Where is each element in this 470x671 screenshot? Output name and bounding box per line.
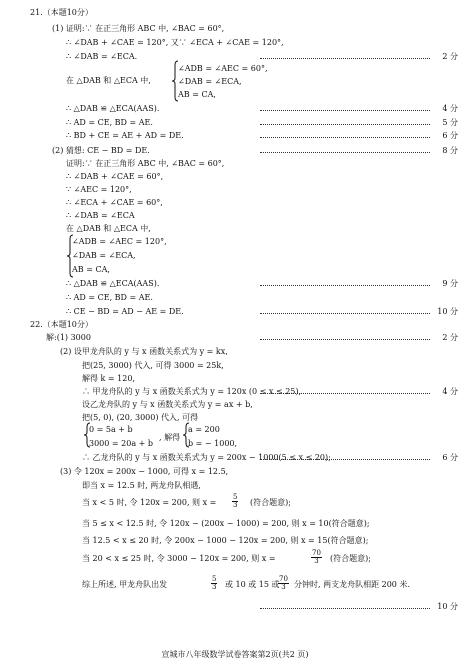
- text-line: ∴ 甲龙舟队的 y 与 x 函数关系式为 y = 120x (0 ≤ x ≤ 25),: [82, 387, 302, 396]
- text-line: (2) 设甲龙舟队的 y 与 x 函数关系式为 y = kx,: [60, 347, 228, 356]
- score-mark: 6 分: [442, 131, 458, 140]
- fraction: [232, 494, 238, 509]
- text-line: ∴ CE − BD = AD − AE = DE.: [66, 307, 184, 316]
- text-line: ∴ △DAB ≌ △ECA(AAS).: [66, 104, 160, 113]
- text-line: 即当 x = 12.5 时, 两龙舟队相遇,: [82, 481, 201, 490]
- dot-leader: [260, 285, 430, 286]
- text-line: a = 200: [188, 425, 220, 434]
- brace-icon: [83, 422, 91, 448]
- brace-icon: [182, 422, 190, 448]
- text-line: , 解得: [159, 433, 181, 442]
- text-line: 3000 = 20a + b: [89, 439, 154, 448]
- text-line: (1) 证明:∵ 在正三角形 ABC 中, ∠BAC = 60°,: [52, 24, 225, 33]
- fraction-numerator: 70: [279, 575, 288, 583]
- score-mark: 10 分: [437, 307, 458, 316]
- text-line: 当 12.5 < x ≤ 20 时, 令 200x − 1000 − 120x = 200, 则 x = 15(符合题意);: [82, 536, 369, 545]
- text-line: ∴ ∠DAB = ∠ECA.: [66, 52, 138, 61]
- fraction-numerator: 5: [233, 493, 238, 501]
- score-mark: 4 分: [442, 104, 458, 113]
- text-line: 综上所述, 甲龙舟队出发: [82, 580, 168, 589]
- text-line: (符合题意);: [330, 554, 371, 563]
- dot-leader: [260, 393, 430, 394]
- text-line: 当 20 < x ≤ 25 时, 令 3000 − 120x = 200, 则 x =: [82, 554, 276, 563]
- score-mark: 9 分: [442, 279, 458, 288]
- fraction-denominator: 3: [212, 583, 217, 591]
- text-line: ∴ ∠DAB + ∠CAE = 120°, 又∵ ∠ECA + ∠CAE = 120°,: [66, 38, 284, 47]
- text-line: 证明:∵ 在正三角形 ABC 中, ∠BAC = 60°,: [66, 159, 225, 168]
- text-line: ∠ADB = ∠AEC = 120°,: [72, 237, 167, 246]
- dot-leader: [260, 137, 430, 138]
- dot-leader: [260, 459, 430, 460]
- text-line: ∠DAB = ∠ECA,: [178, 77, 242, 86]
- text-line: 把(5, 0), (20, 3000) 代入, 可得: [82, 413, 199, 422]
- text-line: 21.（本题10分）: [30, 8, 93, 17]
- text-line: 把(25, 3000) 代入, 可得 3000 = 25k,: [82, 361, 224, 370]
- text-line: AB = CA,: [178, 90, 216, 99]
- fraction: [211, 576, 217, 591]
- text-line: 当 x < 5 时, 令 120x = 200, 则 x =: [82, 498, 217, 507]
- score-mark: 6 分: [442, 453, 458, 462]
- dot-leader: [260, 110, 430, 111]
- score-mark: 10 分: [437, 602, 458, 611]
- brace-icon: [66, 234, 74, 278]
- text-line: b = − 1000,: [188, 439, 238, 448]
- text-line: (3) 令 120x = 200x − 1000, 可得 x = 12.5,: [60, 467, 229, 476]
- text-line: ∴ △DAB ≌ △ECA(AAS).: [66, 279, 160, 288]
- fraction: [311, 550, 322, 565]
- text-line: 或 10 或 15 或: [225, 580, 280, 589]
- text-line: 分钟时, 两支龙舟队相距 200 米.: [294, 580, 410, 589]
- fraction: [278, 576, 289, 591]
- text-line: ∴ ∠ECA + ∠CAE = 60°,: [66, 198, 163, 207]
- text-line: (符合题意);: [250, 498, 291, 507]
- text-line: ∴ AD = CE, BD = AE.: [66, 118, 153, 127]
- text-line: 0 = 5a + b: [89, 425, 133, 434]
- dot-leader: [260, 608, 430, 609]
- dot-leader: [260, 152, 430, 153]
- text-line: ∵ ∠AEC = 120°,: [66, 185, 132, 194]
- text-line: ∠ADB = ∠AEC = 60°,: [178, 64, 268, 73]
- fraction-numerator: 5: [212, 575, 217, 583]
- text-line: ∴ AD = CE, BD = AE.: [66, 293, 153, 302]
- text-line: ∴ BD + CE = AE + AD = DE.: [66, 131, 184, 140]
- fraction-denominator: 3: [314, 557, 319, 565]
- brace-icon: [171, 60, 179, 102]
- dot-leader: [260, 313, 430, 314]
- dot-leader: [260, 339, 430, 340]
- score-mark: 4 分: [442, 387, 458, 396]
- text-line: 22.（本题10分）: [30, 320, 93, 329]
- score-mark: 2 分: [442, 52, 458, 61]
- score-mark: 8 分: [442, 146, 458, 155]
- dot-leader: [260, 58, 430, 59]
- fraction-denominator: 3: [233, 501, 238, 509]
- fraction-denominator: 3: [281, 583, 286, 591]
- text-line: 在 △DAB 和 △ECA 中,: [66, 76, 151, 85]
- text-line: (2) 猜想: CE − BD = DE.: [52, 146, 150, 155]
- text-line: ∠DAB = ∠ECA,: [72, 251, 136, 260]
- text-line: 解:(1) 3000: [46, 333, 91, 342]
- text-line: ∴ ∠DAB = ∠ECA: [66, 211, 135, 220]
- score-mark: 2 分: [442, 333, 458, 342]
- text-line: 设乙龙舟队的 y 与 x 函数关系式为 y = ax + b,: [82, 400, 253, 409]
- dot-leader: [260, 124, 430, 125]
- text-line: ∴ ∠DAB + ∠CAE = 60°,: [66, 172, 164, 181]
- text-line: 当 5 ≤ x < 12.5 时, 令 120x − (200x − 1000) = 200, 则 x = 10(符合题意);: [82, 519, 370, 528]
- fraction-numerator: 70: [312, 549, 321, 557]
- text-line: AB = CA,: [72, 265, 110, 274]
- page-footer: 宣城市八年级数学试卷答案第2页(共2 页): [161, 650, 309, 659]
- text-line: 在 △DAB 和 △ECA 中,: [66, 224, 151, 233]
- text-line: ∴ 乙龙舟队的 y 与 x 函数关系式为 y = 200x − 1000(5 ≤ x ≤ 20);: [82, 453, 331, 462]
- score-mark: 5 分: [442, 118, 458, 127]
- text-line: 解得 k = 120,: [82, 374, 135, 383]
